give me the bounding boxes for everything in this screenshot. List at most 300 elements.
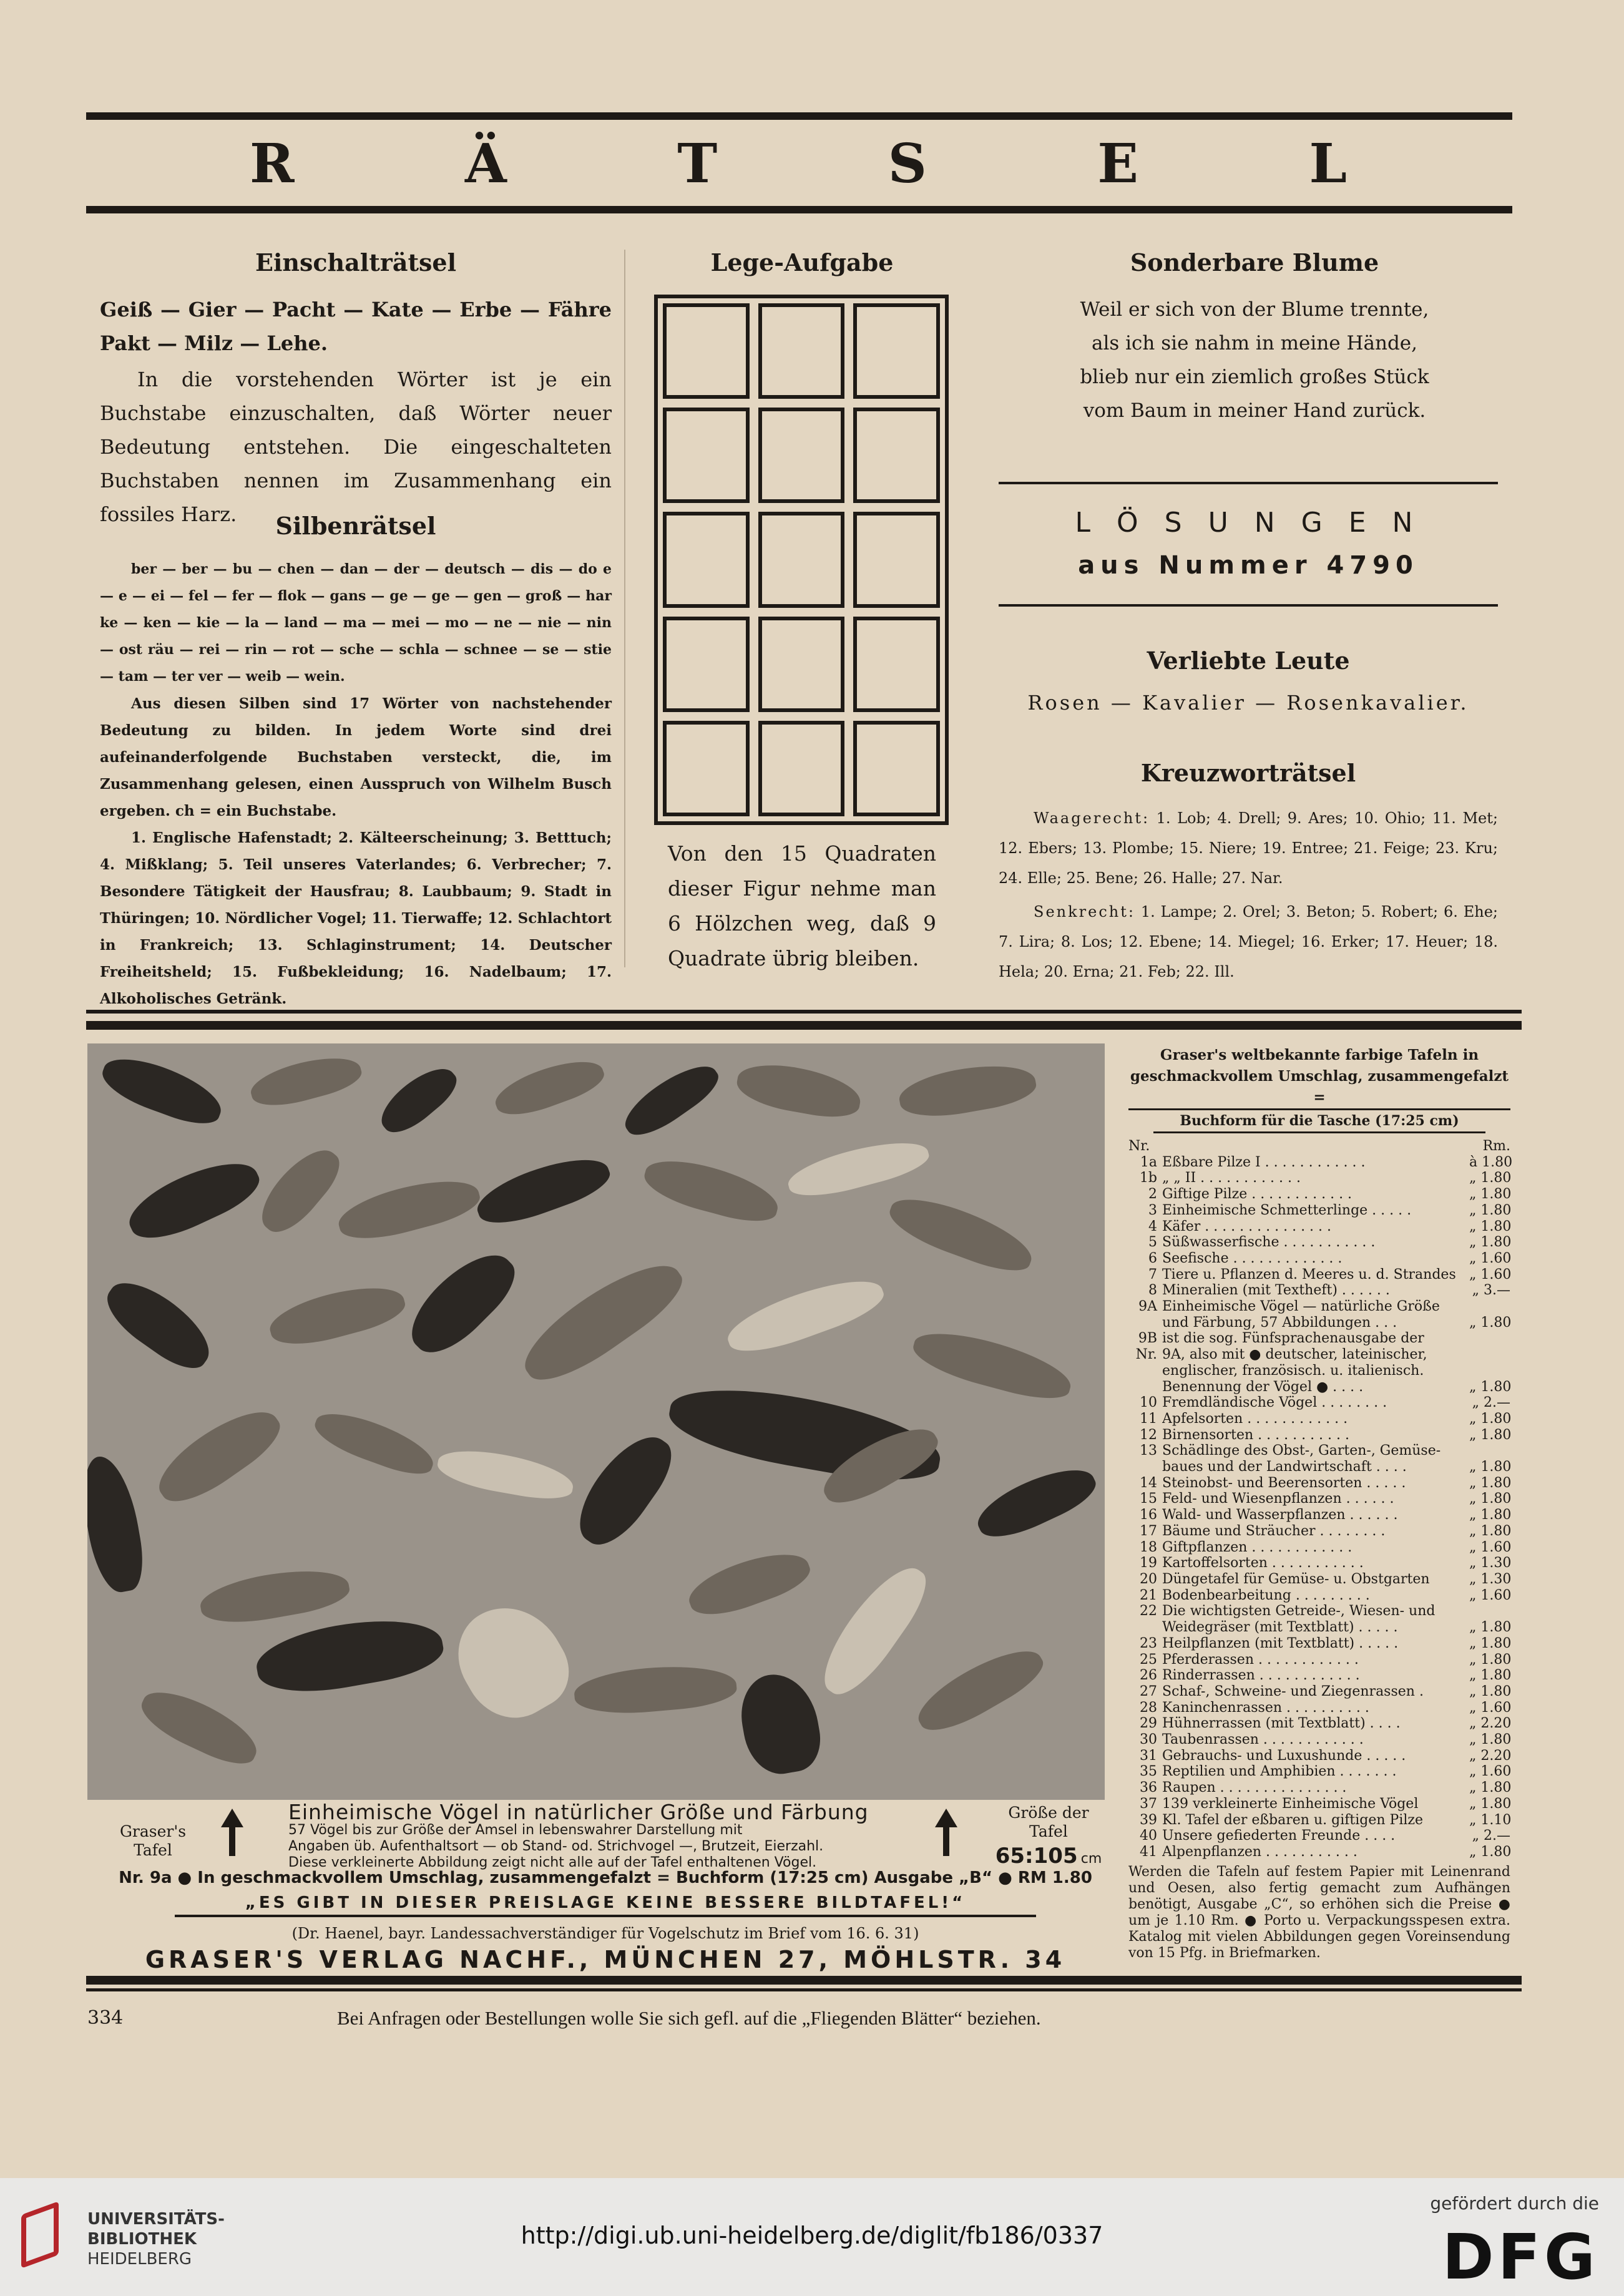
page-title — [87, 132, 1510, 195]
blume-line: blieb nur ein ziemlich großes Stück — [1080, 366, 1429, 388]
row-number: 14 — [1140, 1475, 1157, 1491]
logo-line: HEIDELBERG — [87, 2250, 192, 2269]
price-row — [1128, 1603, 1510, 1619]
grid-square — [663, 721, 750, 816]
title-letter: L — [1309, 132, 1348, 195]
list-head: Buchform für die Tasche (17:25 cm) — [1153, 1110, 1485, 1133]
price-row — [1128, 1523, 1510, 1540]
price-rows — [1128, 1154, 1513, 1860]
einschalt-text: In die vorstehenden Wörter ist je ein Buchstabe einzuschalten, daß Wörter neuer Bedeutung entstehen. Die eingeschalteten Buchstaben nennen im Zusammenhang ein fossiles Harz. — [100, 368, 612, 526]
price-row — [1128, 1540, 1510, 1556]
row-number: 20 — [1140, 1571, 1157, 1587]
price-row — [1128, 1507, 1510, 1523]
row-price — [1469, 1363, 1510, 1379]
price-row — [1128, 1619, 1510, 1636]
row-title: Schaf-, Schweine- und Ziegenrassen . — [1162, 1683, 1424, 1699]
slogan-underline — [175, 1915, 1036, 1917]
publisher: GRASER'S VERLAG NACHF., MÜNCHEN 27, MÖHLSTR. 34 — [145, 1946, 1066, 1973]
title-letter: S — [888, 132, 928, 195]
row-title: Apfelsorten . . . . . . . . . . . . — [1162, 1410, 1348, 1427]
bird — [733, 1058, 864, 1123]
row-price — [1469, 1603, 1510, 1619]
price-row — [1128, 1299, 1510, 1315]
row-number: 9A — [1138, 1299, 1157, 1315]
bird — [87, 1452, 149, 1596]
waagerecht-answers: 1. Lob; 4. Drell; 9. Ares; 10. Ohio; 11. Met; 12. Ebers; 13. Plombe; 15. Niere; 19. Entree; 21. Feige; 23. Kru; 24. Elle; 25. Bene; 26. Halle; 27. Nar. — [999, 809, 1498, 887]
row-number: 10 — [1140, 1395, 1157, 1411]
row-number: 40 — [1140, 1828, 1157, 1844]
row-title: Einheimische Vögel — natürliche Größe — [1162, 1299, 1440, 1315]
row-title: Düngetafel für Gemüse- u. Obstgarten — [1162, 1571, 1430, 1587]
row-price: „ 1.60 — [1469, 1587, 1512, 1603]
page-url[interactable]: http://digi.ub.uni-heidelberg.de/diglit/fb186/0337 — [521, 2222, 1103, 2249]
slogan: „ES GIBT IN DIESER PREISLAGE KEINE BESSERE BILDTAFEL!“ — [245, 1893, 966, 1912]
row-number — [1128, 1379, 1162, 1395]
silben-text: Aus diesen Silben sind 17 Wörter von nachstehender Bedeutung zu bilden. In jedem Worte sind drei aufeinanderfolgende Buchstaben versteckt, die, im Zusammenhang gelesen, einen Ausspruch von Wilhelm Busch ergeben. ch = ein Buchstabe. — [100, 695, 612, 819]
price-row — [1128, 1475, 1510, 1492]
price-row — [1128, 1363, 1510, 1379]
bird — [148, 1395, 289, 1515]
row-title: Giftpflanzen . . . . . . . . . . . . — [1162, 1539, 1353, 1555]
price-row — [1128, 1459, 1510, 1475]
row-title: Fremdländische Vögel . . . . . . . . — [1162, 1395, 1387, 1411]
title-letter: E — [1097, 132, 1140, 195]
price-row — [1128, 1748, 1510, 1764]
row-number: 23 — [1140, 1635, 1157, 1651]
bird — [197, 1561, 353, 1631]
row-number: 36 — [1140, 1780, 1157, 1796]
row-price: „ 1.80 — [1469, 1218, 1512, 1234]
grid-square — [663, 617, 750, 712]
row-title: Bodenbearbeitung . . . . . . . . . — [1162, 1587, 1370, 1603]
column-divider — [624, 250, 625, 967]
grid-square — [663, 408, 750, 503]
row-price — [1469, 1331, 1510, 1347]
ad-quote: (Dr. Haenel, bayr. Landessachverständiger für Vogelschutz im Brief vom 16. 6. 31) — [291, 1925, 919, 1942]
row-price — [1469, 1347, 1510, 1363]
row-title: Einheimische Schmetterlinge . . . . . — [1162, 1202, 1412, 1218]
row-price: „ 1.80 — [1469, 1635, 1512, 1651]
price-row — [1128, 1427, 1510, 1444]
row-number: 1a — [1140, 1154, 1157, 1170]
title-letter: R — [250, 132, 296, 195]
row-number: 16 — [1140, 1507, 1157, 1523]
bird — [565, 1422, 683, 1556]
row-price: „ 1.80 — [1469, 1732, 1512, 1748]
funded-by: gefördert durch die — [1430, 2193, 1599, 2214]
row-title: Tiere u. Pflanzen d. Meeres u. d. Strandes — [1162, 1266, 1456, 1282]
lege-text: Von den 15 Quadraten dieser Figur nehme man 6 Hölzchen weg, daß 9 Quadrate übrig bleiben. — [668, 841, 936, 970]
price-row — [1128, 1315, 1510, 1331]
price-row — [1128, 1780, 1510, 1796]
einschalt-heading: Einschalträtsel — [255, 248, 456, 276]
price-row — [1128, 1796, 1510, 1812]
row-title: Reptilien und Amphibien . . . . . . . — [1162, 1764, 1397, 1780]
matchstick-figure — [654, 295, 949, 825]
title-letter: T — [677, 132, 719, 195]
price-row — [1128, 1411, 1510, 1427]
verliebte-section — [999, 647, 1498, 715]
row-title: 139 verkleinerte Einheimische Vögel — [1162, 1795, 1419, 1812]
row-price: „ 1.80 — [1469, 1619, 1512, 1636]
bird — [120, 1148, 266, 1251]
row-price: „ 1.80 — [1469, 1523, 1512, 1539]
row-title: Seefische . . . . . . . . . . . . . — [1162, 1250, 1343, 1266]
price-row — [1128, 1636, 1510, 1652]
row-number: 27 — [1140, 1683, 1157, 1699]
row-title: baues und der Landwirtschaft . . . . — [1162, 1459, 1407, 1475]
price-row — [1128, 1652, 1510, 1668]
bird — [971, 1456, 1102, 1548]
loesungen-title: L Ö S U N G E N — [1075, 507, 1422, 539]
grid-square — [663, 303, 750, 399]
row-price: „ 1.80 — [1469, 1475, 1512, 1491]
blume-line: vom Baum in meiner Hand zurück. — [1083, 399, 1426, 422]
top-rule-2 — [86, 206, 1512, 213]
price-row — [1128, 1379, 1510, 1395]
bird — [735, 1668, 826, 1779]
dfg-logo[interactable]: DFG — [1442, 2220, 1599, 2294]
ad-rule-bottom-2 — [86, 1988, 1522, 1991]
verliebte-heading: Verliebte Leute — [1147, 647, 1350, 675]
bird — [96, 1048, 228, 1132]
row-number: 26 — [1140, 1668, 1157, 1684]
row-price: „ 1.80 — [1469, 1202, 1512, 1218]
size-value-box — [986, 1844, 1111, 1869]
logo-line: BIBLIOTHEK — [87, 2230, 197, 2249]
row-price: „ 1.80 — [1469, 1683, 1512, 1699]
row-price: „ 1.80 — [1469, 1186, 1512, 1203]
bird — [471, 1146, 615, 1234]
row-number: 6 — [1148, 1250, 1157, 1266]
row-number — [1128, 1363, 1162, 1379]
row-number: 9B — [1138, 1331, 1157, 1347]
row-title: Raupen . . . . . . . . . . . . . . . — [1162, 1780, 1347, 1796]
row-number: 4 — [1148, 1218, 1157, 1234]
viewer-footer — [0, 2178, 1624, 2296]
row-number: 13 — [1140, 1443, 1157, 1459]
row-number: 21 — [1140, 1587, 1157, 1603]
row-title: 9A, also mit ● deutscher, lateinischer, — [1162, 1347, 1427, 1363]
row-title: Feld- und Wiesenpflanzen . . . . . . — [1162, 1491, 1394, 1507]
grid-square — [663, 512, 750, 607]
row-title: Steinobst- und Beerensorten . . . . . — [1162, 1475, 1406, 1491]
size-label: Größe der Tafel — [1008, 1804, 1089, 1840]
row-title: Pferderassen . . . . . . . . . . . . — [1162, 1651, 1359, 1668]
row-number: 15 — [1140, 1491, 1157, 1507]
row-title: Süßwasserfische . . . . . . . . . . . — [1162, 1234, 1376, 1251]
price-row — [1128, 1331, 1510, 1347]
row-title: Alpenpflanzen . . . . . . . . . . . — [1162, 1844, 1357, 1860]
blume-section — [1011, 248, 1498, 427]
bird — [908, 1323, 1076, 1407]
price-row — [1128, 1234, 1510, 1251]
row-number: 22 — [1140, 1603, 1157, 1619]
senkrecht-answers: 1. Lampe; 2. Orel; 3. Beton; 5. Robert; 6. Ehe; 7. Lira; 8. Los; 12. Ebene; 14. Miegel; 16. Erker; 17. Heuer; 18. Hela; 20. Erna; 21. Feb; 22. Ill. — [999, 903, 1498, 980]
row-number — [1128, 1619, 1162, 1636]
bird — [398, 1238, 526, 1366]
caption-line: Diese verkleinerte Abbildung zeigt nicht alle auf der Tafel enthaltenen Vögel. — [288, 1855, 817, 1870]
row-title: ist die sog. Fünfsprachenausgabe der — [1162, 1331, 1424, 1347]
row-number: 3 — [1148, 1202, 1157, 1218]
row-price: „ 2.— — [1472, 1828, 1510, 1844]
row-price: „ 1.60 — [1469, 1764, 1512, 1780]
bird — [265, 1276, 409, 1354]
price-row — [1128, 1764, 1510, 1780]
row-price: „ 1.80 — [1469, 1507, 1512, 1523]
caption-line: Angaben üb. Aufenthaltsort — ob Stand- od. Strichvogel —, Brutzeit, Eierzahl. — [288, 1839, 824, 1854]
row-price: „ 1.60 — [1469, 1699, 1512, 1716]
bird-illustration — [87, 1043, 1105, 1800]
row-title: Eßbare Pilze I . . . . . . . . . . . . — [1162, 1154, 1366, 1170]
price-row — [1128, 1668, 1510, 1684]
grid-square — [853, 721, 940, 816]
row-number: 7 — [1148, 1266, 1157, 1282]
row-price: „ 1.80 — [1469, 1170, 1512, 1186]
row-title: Hühnerrassen (mit Textblatt) . . . . — [1162, 1716, 1401, 1732]
row-title: „ „ II . . . . . . . . . . . . — [1162, 1170, 1301, 1186]
bird — [722, 1267, 889, 1364]
price-row — [1128, 1267, 1510, 1283]
grid-square — [758, 617, 845, 712]
row-title: Heilpflanzen (mit Textblatt) . . . . . — [1162, 1635, 1399, 1651]
row-price: „ 2.20 — [1469, 1716, 1512, 1732]
bird — [334, 1169, 484, 1248]
row-number: 11 — [1140, 1410, 1157, 1427]
row-number: 12 — [1140, 1427, 1157, 1443]
row-number: 17 — [1140, 1523, 1157, 1539]
bird — [810, 1555, 937, 1706]
row-price: „ 1.30 — [1469, 1571, 1512, 1587]
row-title: Giftige Pilze . . . . . . . . . . . . — [1162, 1186, 1353, 1203]
row-number: 5 — [1148, 1234, 1157, 1251]
row-number: 1b — [1139, 1170, 1157, 1186]
row-title: Bäume und Sträucher . . . . . . . . — [1162, 1523, 1386, 1539]
einschalt-words: Geiß — Gier — Pacht — Kate — Erbe — Fähre Pakt — Milz — Lehe. — [100, 298, 612, 355]
price-row — [1128, 1395, 1510, 1411]
row-price: „ 1.10 — [1469, 1812, 1512, 1828]
row-price: „ 1.80 — [1469, 1459, 1512, 1475]
bird — [896, 1057, 1039, 1123]
verliebte-text: Rosen — Kavalier — Rosenkavalier. — [1027, 691, 1469, 715]
price-row — [1128, 1812, 1510, 1829]
blume-line: Weil er sich von der Blume trennte, — [1080, 298, 1429, 321]
price-row — [1128, 1700, 1510, 1716]
price-row — [1128, 1684, 1510, 1700]
ad-rule-bottom — [86, 1976, 1522, 1985]
blume-heading: Sonderbare Blume — [1130, 248, 1379, 276]
top-rule-1 — [86, 112, 1512, 120]
list-foot: Werden die Tafeln auf festem Papier mit Leinenrand und Oesen, also fertig gemacht zum Aufhängen benötigt, Ausgabe „C“, so erhöhen sich die Preise ● um je 1.10 Rm. ● Porto u. Verpackungsspesen extra. Katalog mit vielen Abbildungen gegen Voreinsendung von 15 Pfg. in Briefmarken. — [1128, 1864, 1510, 1961]
row-number: 18 — [1140, 1539, 1157, 1555]
row-price: „ 1.30 — [1469, 1555, 1512, 1571]
price-row — [1128, 1732, 1510, 1748]
row-title: Birnensorten . . . . . . . . . . . — [1162, 1427, 1350, 1443]
row-number: 37 — [1140, 1795, 1157, 1812]
row-number — [1128, 1459, 1162, 1475]
row-title: Weidegräser (mit Textblatt) . . . . . — [1162, 1619, 1398, 1636]
bird — [434, 1444, 576, 1504]
price-row — [1128, 1571, 1510, 1588]
row-number: 29 — [1140, 1716, 1157, 1732]
row-price: „ 1.60 — [1469, 1266, 1512, 1282]
silben-clues: 1. Englische Hafenstadt; 2. Kälteerscheinung; 3. Betttuch; 4. Mißklang; 5. Teil unseres Vaterlandes; 6. Verbrecher; 7. Besondere Tätigkeit der Hausfrau; 8. Laubbaum; 9. Stadt in Thüringen; 10. Nördlicher Vogel; 11. Tierwaffe; 12. Schlachtort in Frankreich; 13. Schlaginstrument; 14. Deutscher Freiheitsheld; 15. Fußbekleidung; 16. Nadelbaum; 17. Alkoholisches Getränk. — [100, 829, 612, 1007]
price-row — [1128, 1251, 1510, 1267]
bird — [134, 1681, 266, 1773]
row-number — [1128, 1315, 1162, 1331]
silben-syllables: ber — ber — bu — chen — dan — der — deutsch — dis — do e — e — ei — fel — fer — flok — gans — ge — ge — gen — groß — har ke — ken — kie — la — land — ma — mei — mo — ne — nie — nin — ost räu — rei — rin — rot — sche — schla — schnee — se — stie — tam — ter ver — weib — wein. — [100, 561, 612, 685]
caption-title: Einheimische Vögel in natürlicher Größe und Färbung — [288, 1800, 869, 1824]
up-arrow-stem — [943, 1825, 949, 1856]
loesungen-subtitle: aus Nummer 4790 — [1078, 551, 1419, 580]
bird — [883, 1188, 1039, 1280]
lege-section — [637, 248, 967, 293]
grid-square — [758, 721, 845, 816]
price-row — [1128, 1186, 1510, 1203]
bird — [909, 1636, 1050, 1743]
row-number: 35 — [1140, 1764, 1157, 1780]
grid-square — [853, 617, 940, 712]
row-price — [1469, 1443, 1510, 1459]
bird — [572, 1661, 738, 1718]
row-title: Kartoffelsorten . . . . . . . . . . . — [1162, 1555, 1364, 1571]
price-row — [1128, 1154, 1513, 1171]
bird — [683, 1541, 815, 1625]
row-price — [1469, 1299, 1510, 1315]
row-title: und Färbung, 57 Abbildungen . . . — [1162, 1314, 1397, 1331]
bird — [96, 1270, 222, 1379]
row-title: Unsere gefiederten Freunde . . . . — [1162, 1828, 1396, 1844]
price-row — [1128, 1555, 1510, 1571]
blume-line: als ich sie nahm in meine Hände, — [1091, 332, 1418, 354]
kreuz-heading: Kreuzworträtsel — [1140, 759, 1356, 787]
bird — [512, 1246, 692, 1396]
up-arrow-stem — [229, 1825, 235, 1856]
bird — [247, 1048, 364, 1114]
grid-square — [758, 303, 845, 399]
row-title: Gebrauchs- und Luxushunde . . . . . — [1162, 1747, 1406, 1764]
row-price: „ 1.80 — [1469, 1668, 1512, 1684]
row-title: Die wichtigsten Getreide-, Wiesen- und — [1162, 1603, 1436, 1619]
row-title: englischer, französisch. u. italienisch. — [1162, 1362, 1424, 1379]
row-price: „ 1.80 — [1469, 1795, 1512, 1812]
row-price: „ 1.60 — [1469, 1539, 1512, 1555]
col-nr: Nr. — [1128, 1138, 1150, 1154]
row-number: 28 — [1140, 1699, 1157, 1716]
row-price: „ 1.80 — [1469, 1491, 1512, 1507]
price-row — [1128, 1828, 1510, 1844]
row-number: 31 — [1140, 1747, 1157, 1764]
lege-heading: Lege-Aufgabe — [710, 248, 894, 276]
senkrecht-label: Senkrecht: — [1034, 903, 1135, 921]
grid-square — [853, 408, 940, 503]
col-rm: Rm. — [1482, 1138, 1510, 1154]
row-title: Käfer . . . . . . . . . . . . . . . — [1162, 1218, 1332, 1234]
silben-heading: Silbenrätsel — [275, 512, 436, 540]
grid-square — [853, 303, 940, 399]
logo-line: UNIVERSITÄTS- — [87, 2210, 225, 2229]
col-spacer — [1162, 1138, 1469, 1155]
caption-line: 57 Vögel bis zur Größe der Amsel in lebenswahrer Darstellung mit — [288, 1822, 743, 1838]
price-row — [1128, 1203, 1510, 1219]
lege-text-box — [668, 836, 936, 976]
bottom-note: Bei Anfragen oder Bestellungen wolle Sie sich gefl. auf die „Fliegenden Blätter“ beziehen. — [337, 2007, 1041, 2029]
row-price: „ 1.80 — [1469, 1379, 1512, 1395]
row-title: Mineralien (mit Textheft) . . . . . . — [1162, 1282, 1390, 1299]
einschalt-section — [100, 248, 612, 531]
row-price: „ 1.60 — [1469, 1250, 1512, 1266]
bird — [310, 1404, 439, 1482]
size-value: 65:105 — [995, 1844, 1078, 1869]
row-price: à 1.80 — [1469, 1154, 1513, 1170]
row-title: Schädlinge des Obst-, Garten-, Gemüse- — [1162, 1443, 1441, 1459]
list-col-headers — [1128, 1138, 1510, 1155]
bird — [617, 1054, 725, 1146]
list-head: Graser's weltbekannte farbige Tafeln in — [1160, 1047, 1479, 1063]
order-line: Nr. 9a ● In geschmackvollem Umschlag, zusammengefalzt = Buchform (17:25 cm) Ausgabe „B“ ● RM 1.80 — [119, 1869, 1092, 1887]
kreuz-senkrecht — [999, 897, 1498, 987]
price-row — [1128, 1282, 1510, 1299]
waagerecht-label: Waagerecht: — [1034, 809, 1150, 827]
grid-square — [758, 512, 845, 607]
kreuz-section — [999, 759, 1498, 987]
row-title: Kaninchenrassen . . . . . . . . . . — [1162, 1699, 1369, 1716]
title-letter: Ä — [465, 132, 508, 195]
bird — [441, 1588, 584, 1735]
price-row — [1128, 1443, 1510, 1459]
price-list — [1128, 1045, 1513, 1961]
row-price: „ 1.80 — [1469, 1651, 1512, 1668]
bird — [252, 1608, 448, 1702]
silben-section — [100, 512, 612, 1012]
price-row — [1128, 1170, 1510, 1186]
size-unit: cm — [1080, 1851, 1102, 1867]
bird — [784, 1131, 932, 1204]
row-title: Wald- und Wasserpflanzen . . . . . . — [1162, 1507, 1398, 1523]
row-price: „ 1.80 — [1469, 1314, 1512, 1331]
row-number: Nr. — [1135, 1347, 1157, 1363]
row-price: „ 1.80 — [1469, 1234, 1512, 1251]
price-row — [1128, 1844, 1510, 1860]
bird — [251, 1138, 348, 1243]
row-title: Benennung der Vögel ● . . . . — [1162, 1379, 1364, 1395]
ad-rule-top — [86, 1010, 1522, 1014]
row-title: Rinderrassen . . . . . . . . . . . . — [1162, 1668, 1360, 1684]
row-price: „ 2.— — [1472, 1395, 1510, 1411]
row-price: „ 1.80 — [1469, 1410, 1512, 1427]
row-number: 25 — [1140, 1651, 1157, 1668]
row-title: Kl. Tafel der eßbaren u. giftigen Pilze — [1162, 1812, 1423, 1828]
row-number: 41 — [1140, 1844, 1157, 1860]
price-row — [1128, 1491, 1510, 1507]
row-number: 30 — [1140, 1732, 1157, 1748]
row-title: Taubenrassen . . . . . . . . . . . . — [1162, 1732, 1364, 1748]
price-row — [1128, 1716, 1510, 1732]
row-number: 8 — [1148, 1282, 1157, 1299]
list-head: geschmackvollem Umschlag, zusammengefalzt = — [1128, 1066, 1510, 1110]
grid-square — [758, 408, 845, 503]
ad-rule-top-2 — [86, 1021, 1522, 1030]
row-number: 19 — [1140, 1555, 1157, 1571]
kreuz-waagerecht — [999, 803, 1498, 893]
bird — [640, 1151, 784, 1229]
price-row — [1128, 1588, 1510, 1604]
row-number: 2 — [1148, 1186, 1157, 1203]
bird — [490, 1050, 609, 1124]
row-price: „ 1.80 — [1469, 1780, 1512, 1796]
ad-caption-area — [87, 1800, 1123, 1870]
loesungen-box — [999, 482, 1498, 607]
